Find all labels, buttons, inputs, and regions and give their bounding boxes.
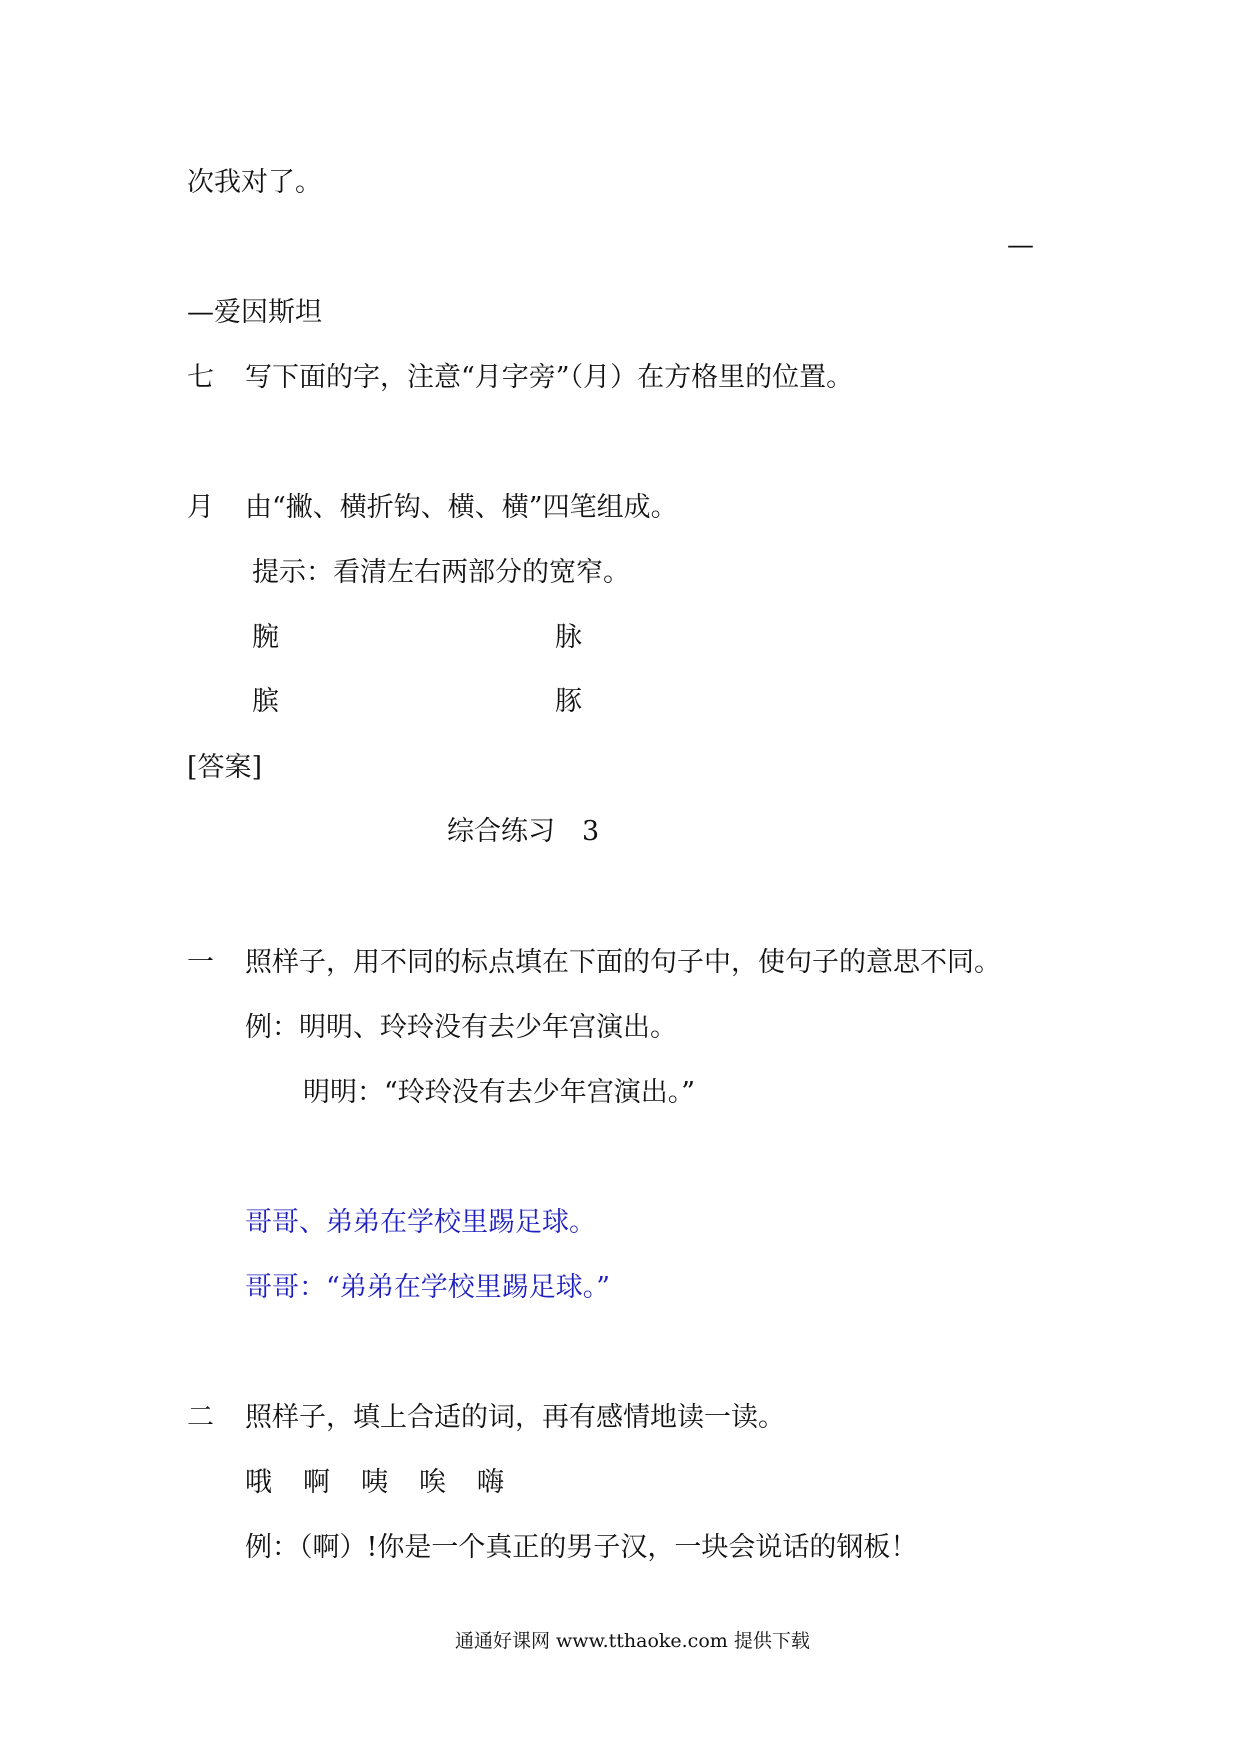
- interjection-4: 唉: [419, 1467, 446, 1498]
- footer: 通通好课网 www.tthaoke.com 提供下载: [455, 1630, 810, 1652]
- example-1: 例：明明、玲玲没有去少年宫演出。: [245, 1012, 677, 1043]
- answer-label: [答案]: [187, 752, 263, 783]
- hint: 提示：看清左右两部分的宽窄。: [252, 557, 630, 588]
- answer-1: 哥哥、弟弟在学校里踢足球。: [245, 1207, 596, 1238]
- question-2-number: 二: [187, 1402, 214, 1433]
- char-4: 豚: [555, 686, 582, 717]
- answer-2: 哥哥：“弟弟在学校里踢足球。”: [245, 1272, 611, 1303]
- question-7-number: 七: [187, 362, 214, 393]
- example-2: 明明：“玲玲没有去少年宫演出。”: [303, 1077, 696, 1108]
- char-1: 腕: [252, 622, 279, 653]
- question-2-text: 照样子，填上合适的词，再有感情地读一读。: [245, 1402, 785, 1433]
- author: —爱因斯坦: [187, 297, 322, 328]
- yue-char: 月: [187, 492, 214, 523]
- question-1-number: 一: [187, 947, 214, 978]
- text-line: 次我对了。: [187, 167, 322, 198]
- interjection-3: 咦: [361, 1467, 388, 1498]
- char-3: 膑: [252, 686, 279, 717]
- question-7-text: 写下面的字，注意“月字旁”（月）在方格里的位置。: [245, 362, 854, 393]
- char-2: 脉: [555, 622, 582, 653]
- question-1-text: 照样子，用不同的标点填在下面的句子中，使句子的意思不同。: [245, 947, 1001, 978]
- example-3: 例：（啊）!你是一个真正的男子汉，一块会说话的钢板！: [245, 1532, 918, 1563]
- dash: —: [1007, 230, 1034, 261]
- interjection-5: 嗨: [477, 1467, 504, 1498]
- interjection-2: 啊: [303, 1467, 330, 1498]
- yue-description: 由“撇、横折钩、横、横”四笔组成。: [245, 492, 678, 523]
- section-title: 综合练习 3: [447, 816, 600, 847]
- interjection-1: 哦: [245, 1467, 272, 1498]
